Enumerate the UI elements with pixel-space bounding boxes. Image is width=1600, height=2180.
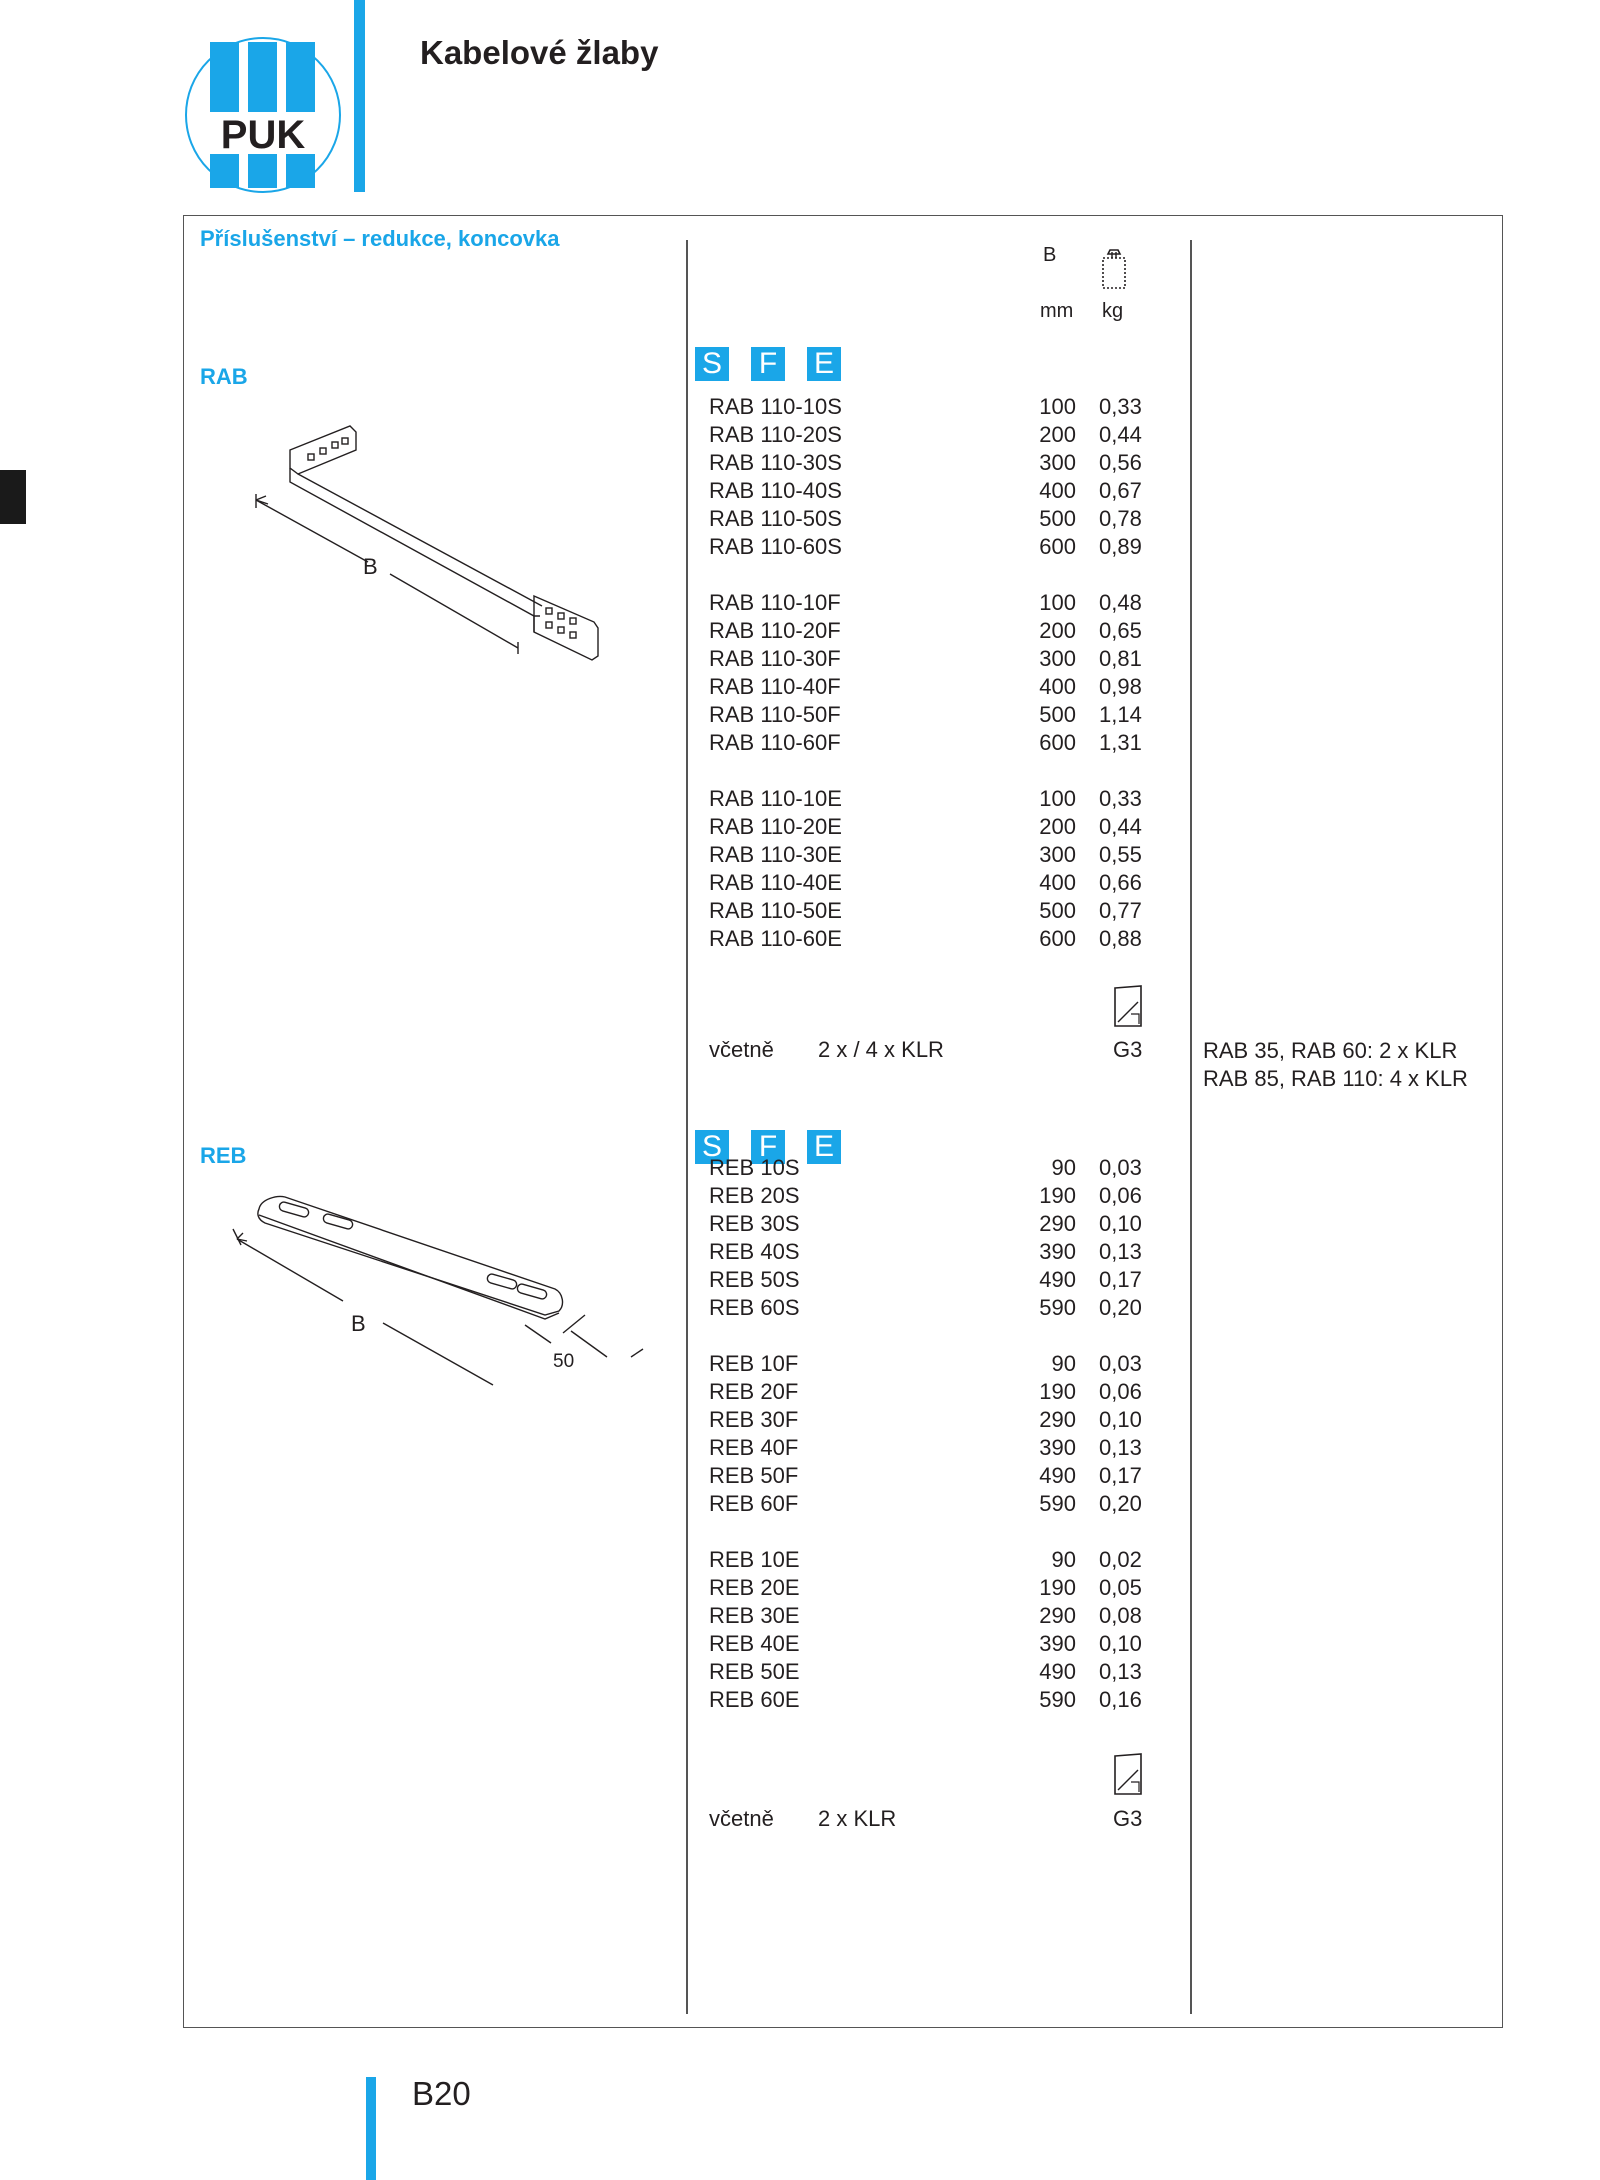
width-b-value: 100 — [1039, 786, 1076, 811]
weight-value: 0,17 — [1099, 1267, 1142, 1292]
product-code: RAB 110-40E — [709, 870, 842, 895]
header-accent-bar — [354, 0, 365, 192]
table-row — [709, 1350, 1149, 1378]
product-code: REB 10F — [709, 1351, 799, 1376]
width-b-value: 500 — [1039, 898, 1076, 923]
width-b-value: 200 — [1039, 618, 1076, 643]
material-badge-f: F — [751, 347, 785, 381]
width-b-value: 500 — [1039, 702, 1076, 727]
table-row — [709, 1462, 1149, 1490]
width-b-value: 90 — [1051, 1351, 1076, 1376]
product-code: RAB 110-10F — [709, 590, 841, 615]
weight-value: 0,16 — [1099, 1687, 1142, 1712]
product-code: RAB 110-30E — [709, 842, 842, 867]
table-row — [709, 1630, 1149, 1658]
weight-value: 0,67 — [1099, 478, 1142, 503]
column-divider-left — [686, 240, 688, 2014]
weight-value: 0,03 — [1099, 1155, 1142, 1180]
width-b-value: 290 — [1039, 1603, 1076, 1628]
table-row — [709, 533, 1149, 561]
group-spacer — [709, 561, 1149, 589]
product-code: REB 60E — [709, 1687, 800, 1712]
reb-included-code: G3 — [1113, 1806, 1143, 1831]
width-b-value: 190 — [1039, 1379, 1076, 1404]
width-b-value: 500 — [1039, 506, 1076, 531]
product-code: RAB 110-60E — [709, 926, 842, 951]
weight-value: 0,17 — [1099, 1463, 1142, 1488]
material-badge-e: E — [807, 1130, 841, 1164]
rab-drawing — [250, 420, 610, 680]
product-code: RAB 110-10S — [709, 394, 842, 419]
logo-text: PUK — [220, 113, 306, 157]
table-row — [709, 421, 1149, 449]
weight-value: 1,14 — [1099, 702, 1142, 727]
product-code: REB 20E — [709, 1575, 800, 1600]
product-code: RAB 110-60F — [709, 730, 841, 755]
product-code: RAB 110-40F — [709, 674, 841, 699]
product-code: RAB 110-60S — [709, 534, 842, 559]
fastener-icon — [1112, 1752, 1146, 1796]
weight-value: 0,77 — [1099, 898, 1142, 923]
width-b-value: 490 — [1039, 1659, 1076, 1684]
table-row — [709, 1686, 1149, 1714]
table-row — [709, 1154, 1149, 1182]
width-b-value: 290 — [1039, 1407, 1076, 1432]
rab-included-label: včetně — [709, 1037, 774, 1062]
column-divider-right — [1190, 240, 1192, 2014]
material-badge-e: E — [807, 347, 841, 381]
table-row — [709, 897, 1149, 925]
table-row — [709, 645, 1149, 673]
width-b-value: 590 — [1039, 1687, 1076, 1712]
width-b-value: 490 — [1039, 1463, 1076, 1488]
product-code: REB 40E — [709, 1631, 800, 1656]
fastener-icon — [1112, 984, 1146, 1028]
group-spacer — [709, 1322, 1149, 1350]
width-b-value: 600 — [1039, 730, 1076, 755]
product-code: RAB 110-20E — [709, 814, 842, 839]
product-code: REB 10S — [709, 1155, 800, 1180]
group-spacer — [709, 757, 1149, 785]
weight-value: 0,44 — [1099, 814, 1142, 839]
width-b-value: 100 — [1039, 394, 1076, 419]
product-code: REB 30E — [709, 1603, 800, 1628]
table-row — [709, 1378, 1149, 1406]
puk-logo — [184, 36, 342, 194]
b-unit: mm — [1040, 300, 1074, 322]
rab-note-line-2: RAB 85, RAB 110: 4 x KLR — [1203, 1066, 1468, 1091]
rab-material-badges — [695, 347, 841, 381]
width-b-value: 600 — [1039, 534, 1076, 559]
table-row — [709, 1658, 1149, 1686]
side-tab-marker — [0, 470, 26, 524]
product-code: REB 30F — [709, 1407, 799, 1432]
material-badge-s: S — [695, 1130, 729, 1164]
product-code: RAB 110-30S — [709, 450, 842, 475]
rab-included-code: G3 — [1113, 1037, 1143, 1062]
product-code: REB 20S — [709, 1183, 800, 1208]
weight-value: 1,31 — [1099, 730, 1142, 755]
weight-value: 0,65 — [1099, 618, 1142, 643]
weight-value: 0,33 — [1099, 394, 1142, 419]
material-badge-s: S — [695, 347, 729, 381]
product-code: RAB 110-10E — [709, 786, 842, 811]
width-b-value: 490 — [1039, 1267, 1076, 1292]
width-b-value: 590 — [1039, 1295, 1076, 1320]
weight-value: 0,06 — [1099, 1379, 1142, 1404]
width-b-value: 400 — [1039, 478, 1076, 503]
reb-included-label: včetně — [709, 1806, 774, 1831]
weight-value: 0,06 — [1099, 1183, 1142, 1208]
table-row — [709, 1406, 1149, 1434]
product-code: REB 60S — [709, 1295, 800, 1320]
product-code: REB 30S — [709, 1211, 800, 1236]
weight-value: 0,66 — [1099, 870, 1142, 895]
weight-value: 0,10 — [1099, 1211, 1142, 1236]
table-row — [709, 869, 1149, 897]
rab-dimension-b: B — [363, 554, 378, 579]
weight-value: 0,10 — [1099, 1407, 1142, 1432]
weight-value: 0,55 — [1099, 842, 1142, 867]
rab-note-line-1: RAB 35, RAB 60: 2 x KLR — [1203, 1038, 1458, 1063]
table-row — [709, 477, 1149, 505]
reb-table — [709, 1154, 1149, 1714]
width-b-value: 400 — [1039, 870, 1076, 895]
table-row — [709, 785, 1149, 813]
table-row — [709, 617, 1149, 645]
table-row — [709, 729, 1149, 757]
weight-value: 0,48 — [1099, 590, 1142, 615]
weight-value: 0,44 — [1099, 422, 1142, 447]
product-code: RAB 110-50E — [709, 898, 842, 923]
weight-value: 0,05 — [1099, 1575, 1142, 1600]
product-code: RAB 110-20F — [709, 618, 841, 643]
product-code: REB 50E — [709, 1659, 800, 1684]
weight-value: 0,13 — [1099, 1239, 1142, 1264]
weight-value: 0,33 — [1099, 786, 1142, 811]
width-b-value: 200 — [1039, 814, 1076, 839]
section-title: Příslušenství – redukce, koncovka — [200, 226, 560, 251]
product-code: REB 50S — [709, 1267, 800, 1292]
table-row — [709, 1294, 1149, 1322]
product-code: REB 40S — [709, 1239, 800, 1264]
page-title: Kabelové žlaby — [420, 34, 659, 71]
product-code: REB 20F — [709, 1379, 799, 1404]
weight-unit: kg — [1102, 300, 1124, 322]
table-row — [709, 925, 1149, 953]
weight-value: 0,03 — [1099, 1351, 1142, 1376]
table-row — [709, 701, 1149, 729]
product-label-reb: REB — [200, 1143, 247, 1168]
reb-dimension-b: B — [351, 1311, 366, 1336]
table-row — [709, 1434, 1149, 1462]
reb-drawing — [225, 1185, 645, 1425]
table-row — [709, 1546, 1149, 1574]
table-row — [709, 1490, 1149, 1518]
width-b-value: 390 — [1039, 1239, 1076, 1264]
product-code: REB 60F — [709, 1491, 799, 1516]
product-code: RAB 110-40S — [709, 478, 842, 503]
width-b-value: 300 — [1039, 450, 1076, 475]
table-row — [709, 1238, 1149, 1266]
table-row — [709, 841, 1149, 869]
table-row — [709, 449, 1149, 477]
weight-value: 0,20 — [1099, 1295, 1142, 1320]
weight-value: 0,08 — [1099, 1603, 1142, 1628]
product-code: REB 40F — [709, 1435, 799, 1460]
width-b-value: 600 — [1039, 926, 1076, 951]
product-code: RAB 110-50F — [709, 702, 841, 727]
reb-dimension-width: 50 — [553, 1351, 575, 1372]
table-row — [709, 505, 1149, 533]
weight-value: 0,81 — [1099, 646, 1142, 671]
width-b-value: 190 — [1039, 1575, 1076, 1600]
weight-value: 0,89 — [1099, 534, 1142, 559]
width-b-value: 300 — [1039, 646, 1076, 671]
group-spacer — [709, 1518, 1149, 1546]
width-b-value: 100 — [1039, 590, 1076, 615]
rab-included-value: 2 x / 4 x KLR — [818, 1037, 944, 1062]
weight-icon — [1100, 246, 1128, 290]
table-row — [709, 673, 1149, 701]
weight-value: 0,88 — [1099, 926, 1142, 951]
width-b-value: 390 — [1039, 1631, 1076, 1656]
product-code: RAB 110-50S — [709, 506, 842, 531]
reb-included-value: 2 x KLR — [818, 1806, 897, 1831]
table-row — [709, 1602, 1149, 1630]
weight-value: 0,13 — [1099, 1435, 1142, 1460]
width-b-value: 290 — [1039, 1211, 1076, 1236]
product-code: RAB 110-20S — [709, 422, 842, 447]
weight-value: 0,13 — [1099, 1659, 1142, 1684]
width-b-value: 90 — [1051, 1547, 1076, 1572]
table-row — [709, 1574, 1149, 1602]
rab-table — [709, 393, 1149, 953]
table-row — [709, 1210, 1149, 1238]
product-code: RAB 110-30F — [709, 646, 841, 671]
width-b-value: 190 — [1039, 1183, 1076, 1208]
table-row — [709, 589, 1149, 617]
table-row — [709, 813, 1149, 841]
table-row — [709, 1266, 1149, 1294]
width-b-value: 400 — [1039, 674, 1076, 699]
width-b-value: 200 — [1039, 422, 1076, 447]
width-b-value: 90 — [1051, 1155, 1076, 1180]
width-b-value: 590 — [1039, 1491, 1076, 1516]
product-label-rab: RAB — [200, 364, 248, 389]
weight-value: 0,98 — [1099, 674, 1142, 699]
material-badge-f: F — [751, 1130, 785, 1164]
width-b-value: 390 — [1039, 1435, 1076, 1460]
weight-value: 0,20 — [1099, 1491, 1142, 1516]
footer-accent-bar — [366, 2077, 376, 2180]
product-code: REB 10E — [709, 1547, 800, 1572]
weight-value: 0,56 — [1099, 450, 1142, 475]
product-code: REB 50F — [709, 1463, 799, 1488]
weight-value: 0,02 — [1099, 1547, 1142, 1572]
table-row — [709, 393, 1149, 421]
width-b-value: 300 — [1039, 842, 1076, 867]
weight-value: 0,10 — [1099, 1631, 1142, 1656]
b-column-header: B — [1043, 244, 1057, 266]
weight-value: 0,78 — [1099, 506, 1142, 531]
page-number: B20 — [412, 2075, 471, 2112]
table-row — [709, 1182, 1149, 1210]
